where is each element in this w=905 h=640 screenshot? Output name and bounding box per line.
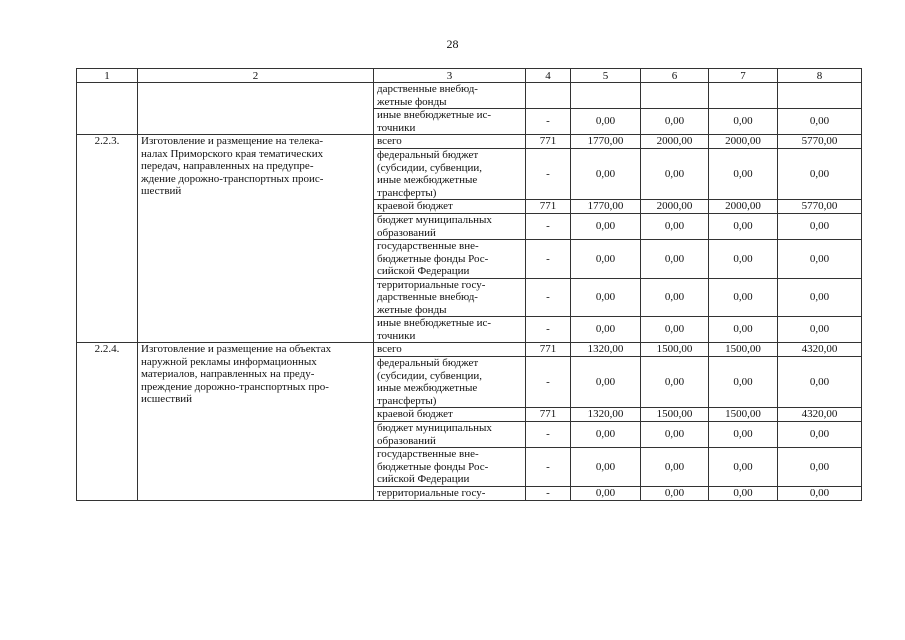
budget-code-cell: - [526, 240, 571, 279]
value-cell-col8: 4320,00 [778, 408, 862, 422]
item-number-cell: 2.2.4. [77, 343, 138, 501]
value-cell-col8: 0,00 [778, 109, 862, 135]
value-cell-col7: 0,00 [709, 240, 778, 279]
value-cell-col6 [641, 83, 709, 109]
funding-source-cell: всего [374, 135, 526, 149]
table-row [77, 343, 862, 357]
value-cell-col7: 0,00 [709, 109, 778, 135]
item-description-cell [138, 83, 374, 135]
item-number-cell [77, 83, 138, 135]
funding-source-cell: краевой бюджет [374, 408, 526, 422]
value-cell-col6: 2000,00 [641, 200, 709, 214]
value-cell-col6: 0,00 [641, 486, 709, 500]
value-cell-col6: 2000,00 [641, 135, 709, 149]
funding-source-cell: иные внебюджетные ис- точники [374, 317, 526, 343]
value-cell-col5: 0,00 [571, 109, 641, 135]
value-cell-col8: 0,00 [778, 149, 862, 200]
header-cell: 2 [138, 69, 374, 83]
value-cell-col7: 0,00 [709, 422, 778, 448]
header-cell: 4 [526, 69, 571, 83]
budget-table [76, 68, 862, 501]
budget-code-cell: - [526, 422, 571, 448]
header-cell: 3 [374, 69, 526, 83]
budget-code-cell: 771 [526, 408, 571, 422]
value-cell-col6: 0,00 [641, 240, 709, 279]
value-cell-col5: 0,00 [571, 214, 641, 240]
item-number-cell: 2.2.3. [77, 135, 138, 343]
value-cell-col5: 0,00 [571, 278, 641, 317]
page-number: 28 [446, 37, 459, 51]
value-cell-col5: 0,00 [571, 149, 641, 200]
item-description-cell: Изготовление и размещение на телека- налах Приморского края тематических передач, направленных на предупре- ждение дорожно-транспортных проис- шествий [138, 135, 374, 343]
value-cell-col8: 0,00 [778, 240, 862, 279]
value-cell-col8: 0,00 [778, 214, 862, 240]
header-cell: 5 [571, 69, 641, 83]
table-header-row [77, 69, 862, 83]
budget-code-cell: - [526, 486, 571, 500]
funding-source-cell: федеральный бюджет (субсидии, субвенции, иные межбюджетные трансферты) [374, 149, 526, 200]
value-cell-col8: 5770,00 [778, 200, 862, 214]
value-cell-col6: 1500,00 [641, 343, 709, 357]
funding-source-cell: территориальные госу- дарственные внебюд- жетные фонды [374, 278, 526, 317]
budget-code-cell: 771 [526, 135, 571, 149]
value-cell-col5: 1320,00 [571, 343, 641, 357]
value-cell-col7: 0,00 [709, 486, 778, 500]
value-cell-col7: 0,00 [709, 149, 778, 200]
funding-source-cell: краевой бюджет [374, 200, 526, 214]
value-cell-col6: 0,00 [641, 214, 709, 240]
value-cell-col7: 0,00 [709, 448, 778, 487]
value-cell-col8: 0,00 [778, 486, 862, 500]
header-cell: 7 [709, 69, 778, 83]
budget-code-cell: - [526, 448, 571, 487]
value-cell-col7: 2000,00 [709, 135, 778, 149]
value-cell-col8: 5770,00 [778, 135, 862, 149]
value-cell-col5: 0,00 [571, 317, 641, 343]
funding-source-cell: дарственные внебюд- жетные фонды [374, 83, 526, 109]
value-cell-col8: 4320,00 [778, 343, 862, 357]
funding-source-cell: государственные вне- бюджетные фонды Рос- сийской Федерации [374, 448, 526, 487]
value-cell-col7: 2000,00 [709, 200, 778, 214]
funding-source-cell: бюджет муниципальных образований [374, 422, 526, 448]
funding-source-cell: бюджет муниципальных образований [374, 214, 526, 240]
value-cell-col8: 0,00 [778, 357, 862, 408]
table-row [77, 135, 862, 149]
table-row [77, 83, 862, 109]
value-cell-col5: 0,00 [571, 486, 641, 500]
funding-source-cell: территориальные госу- [374, 486, 526, 500]
value-cell-col5: 1770,00 [571, 135, 641, 149]
budget-code-cell [526, 83, 571, 109]
budget-code-cell: - [526, 149, 571, 200]
budget-code-cell: - [526, 214, 571, 240]
value-cell-col7 [709, 83, 778, 109]
value-cell-col6: 0,00 [641, 357, 709, 408]
value-cell-col8: 0,00 [778, 278, 862, 317]
value-cell-col6: 0,00 [641, 422, 709, 448]
value-cell-col5 [571, 83, 641, 109]
budget-code-cell: - [526, 317, 571, 343]
value-cell-col5: 0,00 [571, 448, 641, 487]
funding-source-cell: государственные вне- бюджетные фонды Рос- сийской Федерации [374, 240, 526, 279]
value-cell-col5: 0,00 [571, 240, 641, 279]
budget-code-cell: 771 [526, 200, 571, 214]
funding-source-cell: всего [374, 343, 526, 357]
value-cell-col5: 1320,00 [571, 408, 641, 422]
value-cell-col6: 0,00 [641, 317, 709, 343]
value-cell-col8: 0,00 [778, 448, 862, 487]
budget-code-cell: - [526, 278, 571, 317]
funding-source-cell: иные внебюджетные ис- точники [374, 109, 526, 135]
value-cell-col6: 0,00 [641, 149, 709, 200]
value-cell-col8 [778, 83, 862, 109]
value-cell-col8: 0,00 [778, 317, 862, 343]
header-cell: 1 [77, 69, 138, 83]
budget-code-cell: - [526, 357, 571, 408]
budget-code-cell: - [526, 109, 571, 135]
value-cell-col6: 0,00 [641, 448, 709, 487]
value-cell-col6: 0,00 [641, 109, 709, 135]
value-cell-col6: 1500,00 [641, 408, 709, 422]
header-cell: 6 [641, 69, 709, 83]
value-cell-col7: 0,00 [709, 214, 778, 240]
value-cell-col8: 0,00 [778, 422, 862, 448]
header-cell: 8 [778, 69, 862, 83]
value-cell-col5: 0,00 [571, 422, 641, 448]
value-cell-col5: 0,00 [571, 357, 641, 408]
budget-code-cell: 771 [526, 343, 571, 357]
value-cell-col7: 0,00 [709, 278, 778, 317]
funding-source-cell: федеральный бюджет (субсидии, субвенции, иные межбюджетные трансферты) [374, 357, 526, 408]
value-cell-col7: 0,00 [709, 317, 778, 343]
value-cell-col7: 0,00 [709, 357, 778, 408]
item-description-cell: Изготовление и размещение на объектах наружной рекламы информационных материалов, направленных на преду- преждение дорожно-транспортных про- исшествий [138, 343, 374, 501]
value-cell-col5: 1770,00 [571, 200, 641, 214]
value-cell-col7: 1500,00 [709, 343, 778, 357]
value-cell-col6: 0,00 [641, 278, 709, 317]
value-cell-col7: 1500,00 [709, 408, 778, 422]
